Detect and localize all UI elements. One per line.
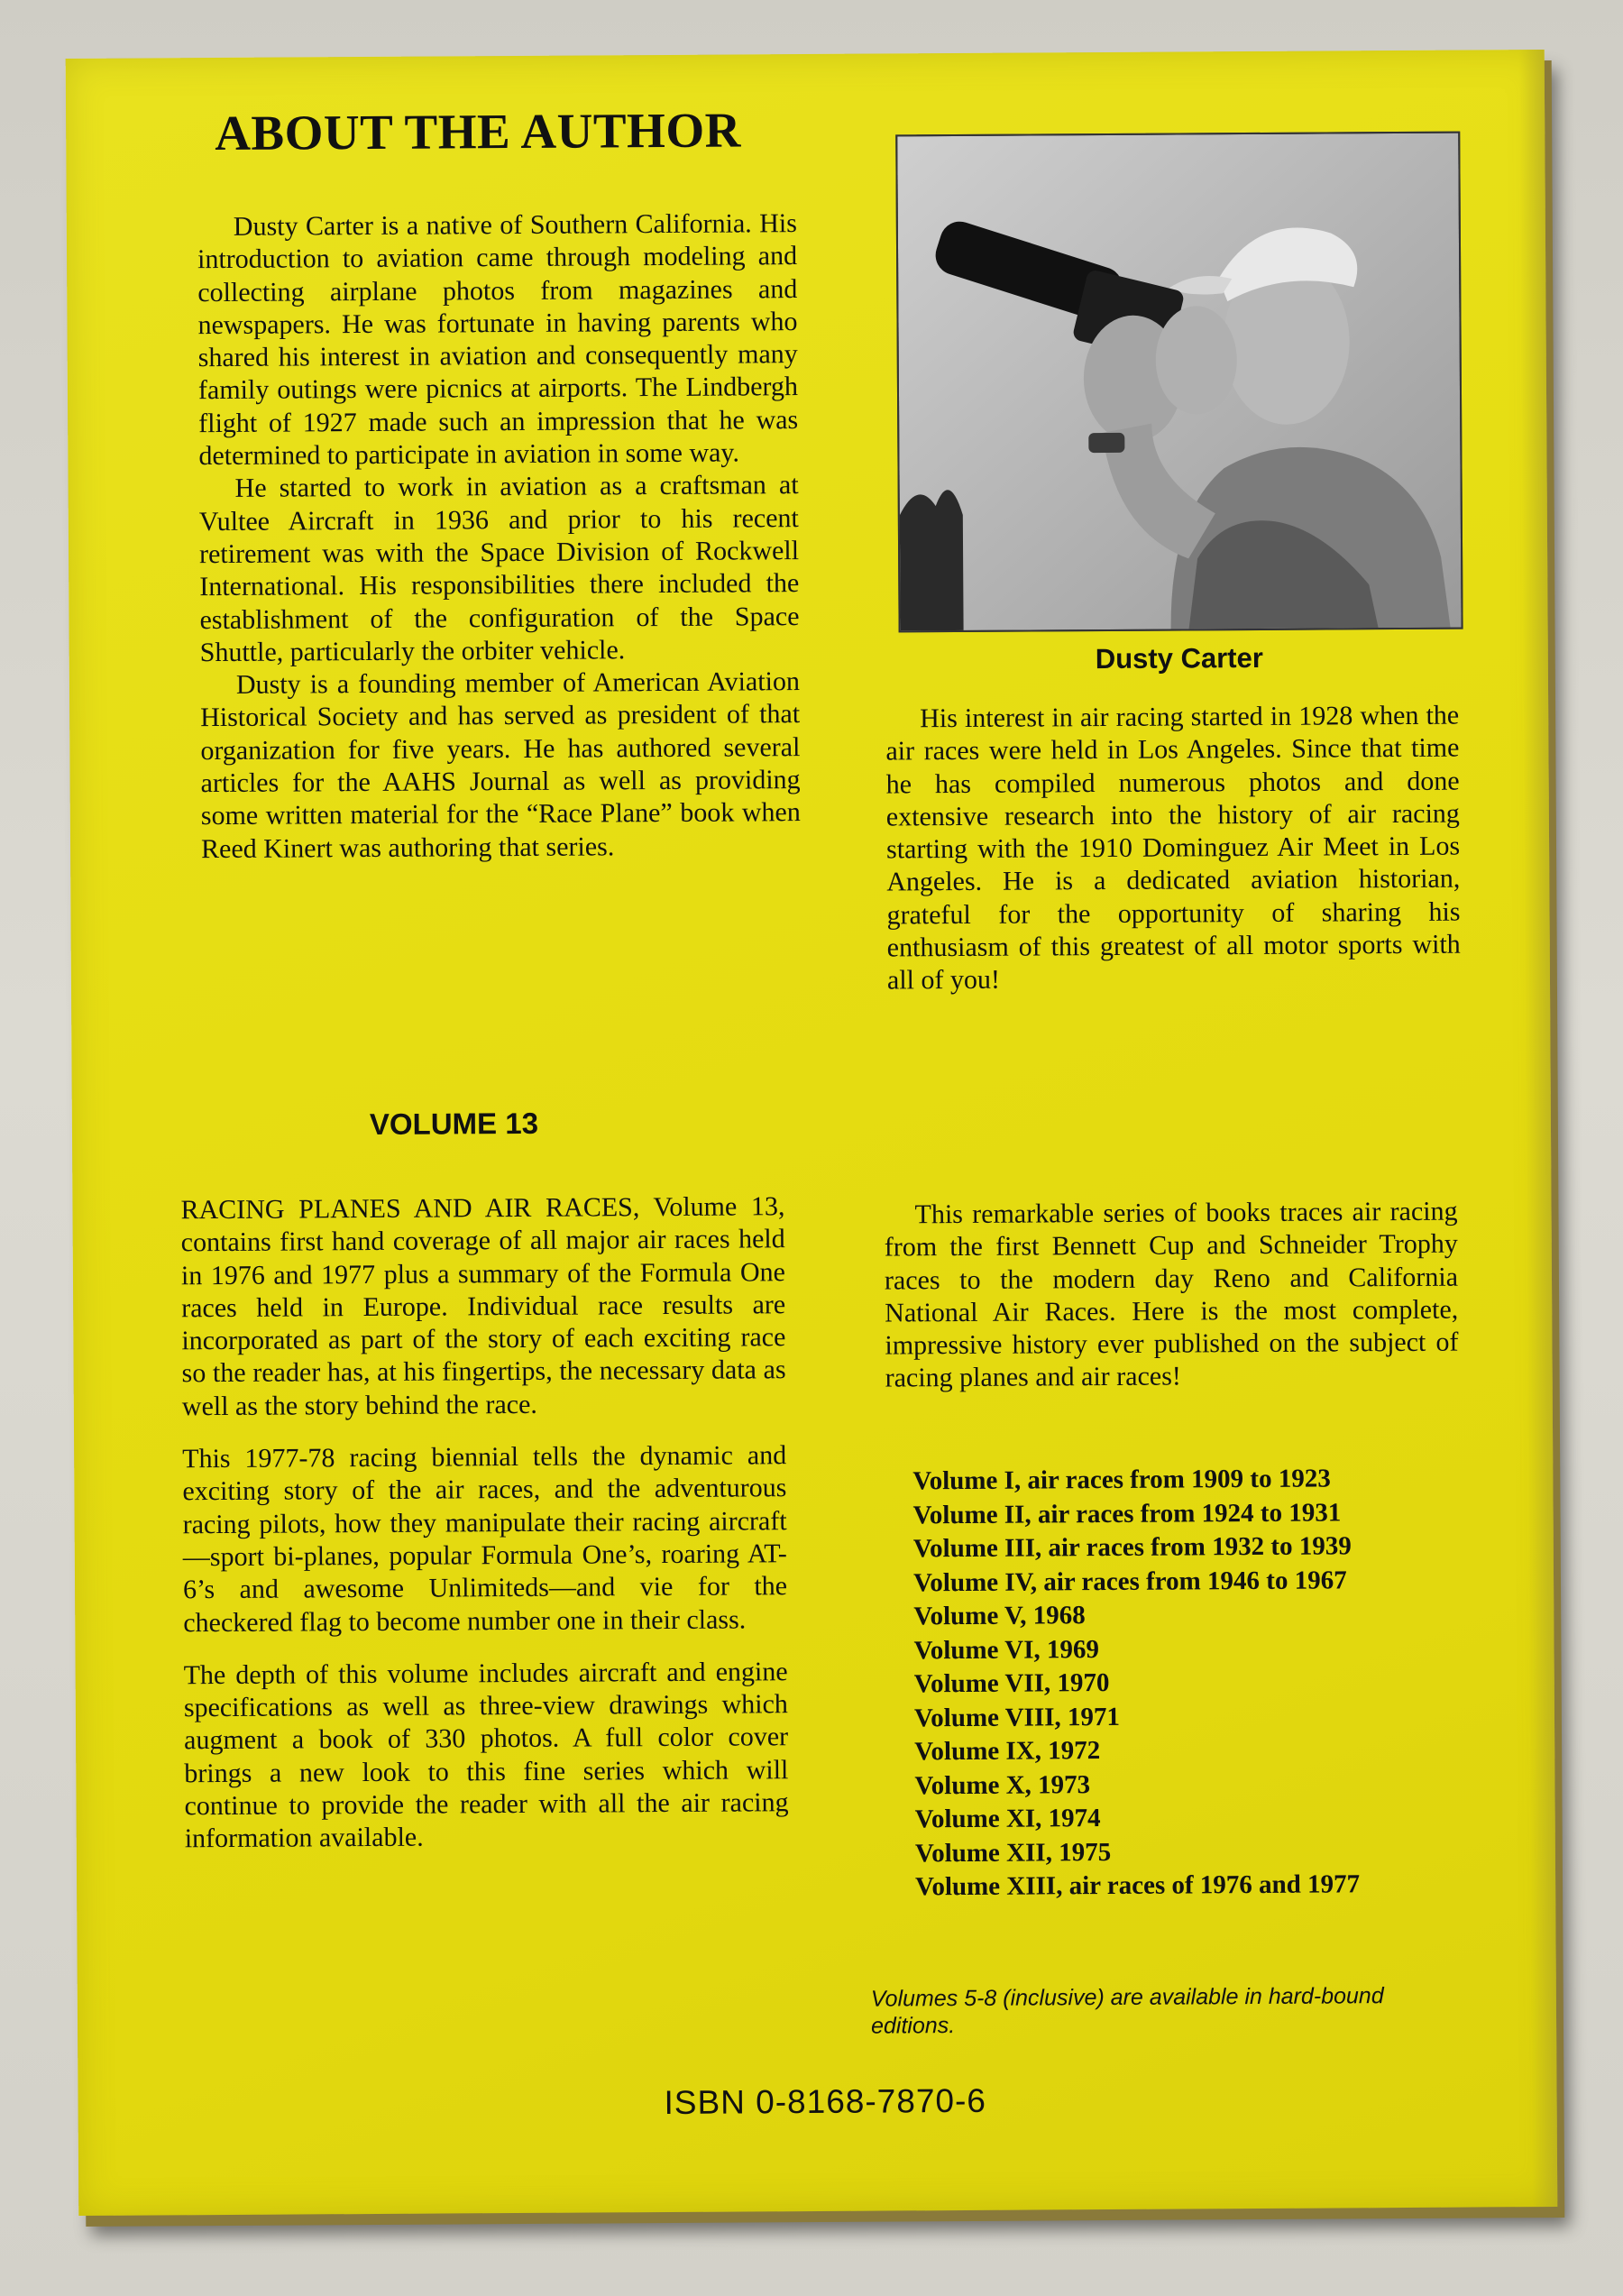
author-photo [895,132,1463,633]
author-bio-right [885,700,1461,998]
list-item: Volume V, 1968 [913,1601,1086,1631]
bio-paragraph-2: He started to work in aviation as a craftsman at Vultee Aircraft in 1936 and prior to his recent retirement was with the Space Division of Rockwell International. His responsibilities there included the establishment of the configuration of the Space Shuttle, particularly the orbiter vehicle. [198,470,800,667]
volume-paragraph-3: The depth of this volume includes aircraft and engine specifications as well as three-view drawings which augment a book of 330 photos. A full color cover brings a new look to this fine series which will continue to provide the reader with all the air racing information available. [183,1657,789,1854]
list-item: Volume XII, 1975 [914,1837,1112,1868]
volumes-list [912,1462,1360,1905]
book-back-cover [66,50,1558,2216]
list-item: Volume IV, air races from 1946 to 1967 [912,1565,1347,1597]
series-paragraph: This remarkable series of books traces air racing from the first Bennett Cup and Schneider Trophy races to the modern day Reno and California National Air Races. Here is the most complete, impressive history ever published on the subject of racing planes and air races! [884,1196,1459,1393]
list-item: Volume XI, 1974 [914,1804,1101,1834]
author-photo-drawing [897,133,1461,631]
series-description [884,1196,1458,1396]
author-bio-left [197,207,801,866]
list-item: Volume III, air races from 1932 to 1939 [912,1531,1352,1564]
list-item: Volume VI, 1969 [913,1634,1100,1665]
hardbound-note: Volumes 5-8 (inclusive) are available in hard-bound editions. [870,1983,1384,2039]
bio-paragraph-1: Dusty Carter is a native of Southern California. His introduction to aviation came through modeling and collecting airplane photos from magazines and newspapers. He was fortunate in having parents who shared his interest in aviation and consequently many family outings were picnics at airports. The Lindbergh flight of 1927 made such an impression that he was determined to participate in aviation in some way. [197,208,799,472]
list-item: Volume I, air races from 1909 to 1923 [912,1464,1331,1496]
list-item: Volume X, 1973 [914,1769,1091,1800]
volume-heading: VOLUME 13 [369,1106,539,1141]
bio-paragraph-right: His interest in air racing started in 1928 when the air races were held in Los Angeles. Since that time he has compiled numerous photos and done extensive research into the history of air racing starting with the 1910 Dominguez Air Meet in Los Angeles. He is a dedicated aviation historian, grateful for the opportunity of sharing his enthusiasm of this greatest of all motor sports with all of you! [885,700,1461,996]
list-item: Volume IX, 1972 [914,1736,1101,1767]
isbn-number: ISBN 0-8168-7870-6 [664,2081,987,2122]
list-item: Volume XIII, air races of 1976 and 1977 [915,1869,1361,1902]
volume-paragraph-2: This 1977-78 racing biennial tells the dynamic and exciting story of the air races, and the adventurous racing pilots, how they manipulate their racing aircraft—sport bi-planes, popular Formula One’s, roaring AT-6’s and awesome Unlimiteds—and vie for the checkered flag to become number one in their class. [182,1440,788,1638]
volume-paragraph-1: RACING PLANES AND AIR RACES, Volume 13, contains first hand coverage of all major air races held in 1976 and 1977 plus a summary of the Formula One races held in Europe. Individual race results are incorporated as part of the story of each exciting race so the reader has, at his fingertips, the necessary data as well as the story behind the race. [180,1191,786,1422]
bio-paragraph-3: Dusty is a founding member of American Aviation Historical Society and has served as president of that organization for five years. He has authored several articles for the AAHS Journal as well as providing some written material for the “Race Plane” book when Reed Kinert was authoring that series. [200,666,801,864]
photo-caption: Dusty Carter [1095,641,1263,675]
list-item: Volume VIII, 1971 [913,1702,1121,1732]
list-item: Volume II, air races from 1924 to 1931 [912,1497,1342,1529]
about-author-title: ABOUT THE AUTHOR [215,102,742,161]
volume-description [180,1190,789,1876]
list-item: Volume VII, 1970 [913,1667,1110,1699]
